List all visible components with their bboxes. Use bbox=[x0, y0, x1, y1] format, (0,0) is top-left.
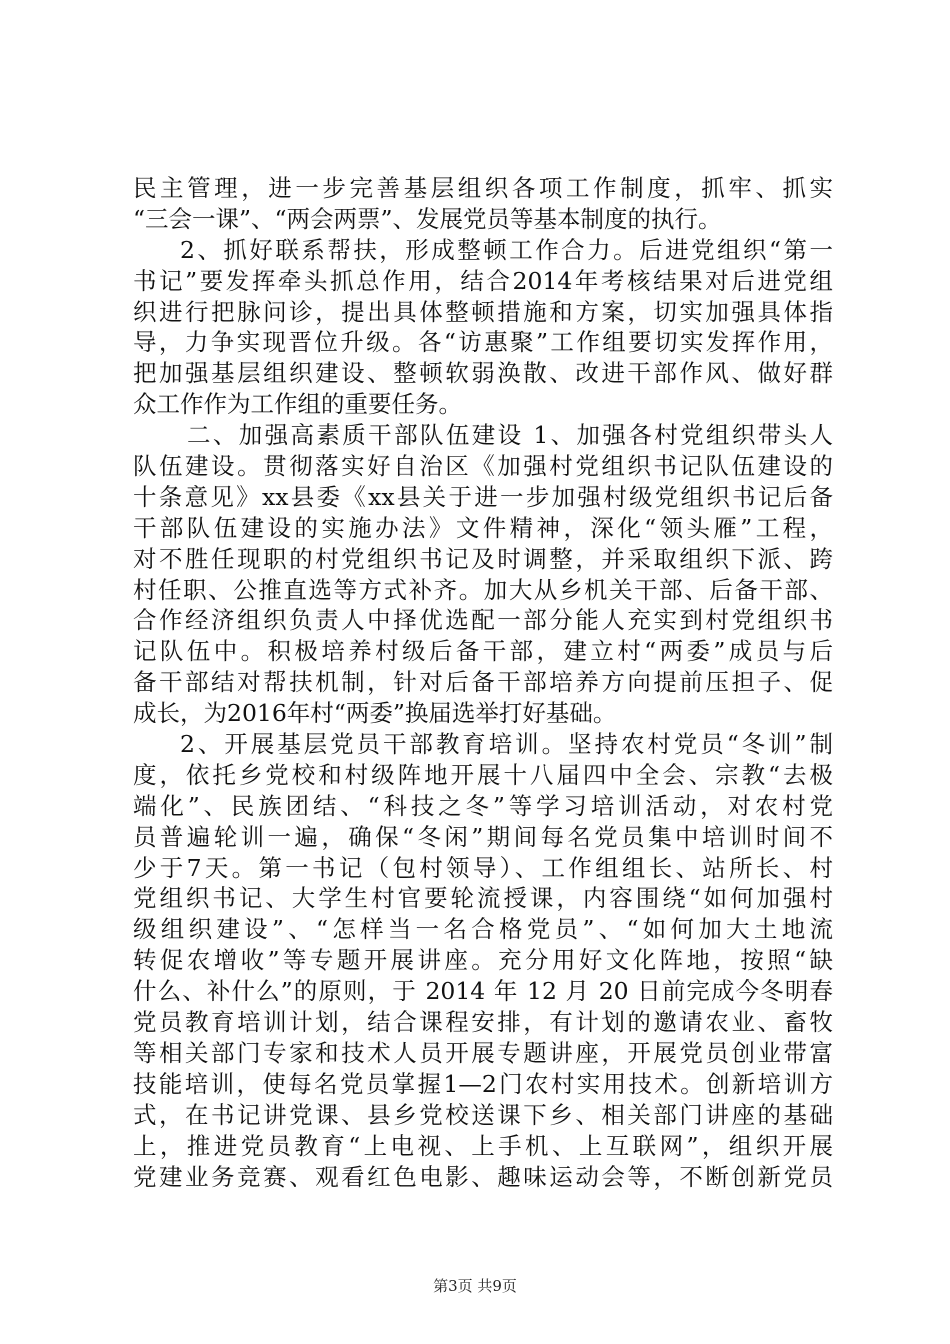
text-line: 2、抓好联系帮扶，形成整顿工作合力。后进党组织“第一 bbox=[180, 235, 833, 264]
text-line: 成长，为2016年村“两委”换届选举打好基础。 bbox=[133, 699, 617, 728]
text-line: 织进行把脉问诊，提出具体整顿措施和方案，切实加强具体指 bbox=[133, 297, 833, 326]
text-line: 党员教育培训计划，结合课程安排，有计划的邀请农业、畜牧 bbox=[133, 1008, 833, 1037]
text-line: 转促农增收”等专题开展讲座。充分用好文化阵地，按照“缺 bbox=[133, 946, 833, 975]
body-text bbox=[133, 173, 833, 1192]
text-line: 端化”、民族团结、“科技之冬”等学习培训活动，对农村党 bbox=[133, 791, 833, 820]
page-number-footer: 第3页 共9页 bbox=[433, 1277, 517, 1295]
text-line: 等相关部门专家和技术人员开展专题讲座，开展党员创业带富 bbox=[133, 1038, 833, 1067]
text-line: 村任职、公推直选等方式补齐。加大从乡机关干部、后备干部、 bbox=[133, 575, 833, 604]
text-line: 合作经济组织负责人中择优选配一部分能人充实到村党组织书 bbox=[133, 606, 833, 635]
text-line: 队伍建设。贯彻落实好自治区《加强村党组织书记队伍建设的 bbox=[133, 452, 833, 481]
text-line: 把加强基层组织建设、整顿软弱涣散、改进干部作风、做好群 bbox=[133, 359, 833, 388]
text-line: 2、开展基层党员干部教育培训。坚持农村党员“冬训”制 bbox=[180, 730, 833, 759]
text-line: 技能培训，使每名党员掌握1—2门农村实用技术。创新培训方 bbox=[133, 1069, 833, 1098]
text-line: 众工作作为工作组的重要任务。 bbox=[133, 390, 462, 419]
text-line: 备干部结对帮扶机制，针对后备干部培养方向提前压担子、促 bbox=[133, 668, 833, 697]
text-line: 员普遍轮训一遍，确保“冬闲”期间每名党员集中培训时间不 bbox=[133, 822, 833, 851]
text-line: 式，在书记讲党课、县乡党校送课下乡、相关部门讲座的基础 bbox=[133, 1100, 833, 1129]
text-line: “三会一课”、“两会两票”、发展党员等基本制度的执行。 bbox=[133, 204, 722, 233]
text-line: 书记”要发挥牵头抓总作用，结合2014年考核结果对后进党组 bbox=[133, 266, 833, 295]
text-line: 干部队伍建设的实施办法》文件精神，深化“领头雁”工程， bbox=[133, 513, 833, 542]
text-line: 对不胜任现职的村党组织书记及时调整，并采取组织下派、跨 bbox=[133, 544, 833, 573]
text-line: 少于7天。第一书记（包村领导）、工作组组长、站所长、村 bbox=[133, 853, 833, 882]
text-line: 十条意见》xx县委《xx县关于进一步加强村级党组织书记后备 bbox=[133, 482, 833, 511]
text-line: 民主管理，进一步完善基层组织各项工作制度，抓牢、抓实 bbox=[133, 174, 833, 202]
text-line: 记队伍中。积极培养村级后备干部，建立村“两委”成员与后 bbox=[133, 637, 833, 666]
text-line: 党组织书记、大学生村官要轮流授课，内容围绕“如何加强村 bbox=[133, 884, 833, 913]
text-line: 级组织建设”、“怎样当一名合格党员”、“如何加大土地流 bbox=[133, 915, 833, 944]
text-line: 度，依托乡党校和村级阵地开展十八届四中全会、宗教“去极 bbox=[133, 760, 833, 789]
text-line: 什么、补什么”的原则，于 2014 年 12 月 20 日前完成今冬明春 bbox=[133, 977, 833, 1006]
text-line: 党建业务竞赛、观看红色电影、趣味运动会等，不断创新党员 bbox=[133, 1162, 833, 1191]
text-line: 上，推进党员教育“上电视、上手机、上互联网”，组织开展 bbox=[133, 1131, 833, 1160]
text-line: 二、加强高素质干部队伍建设 1、加强各村党组织带头人 bbox=[187, 421, 833, 450]
text-line: 导，力争实现晋位升级。各“访惠聚”工作组要切实发挥作用， bbox=[133, 328, 833, 357]
